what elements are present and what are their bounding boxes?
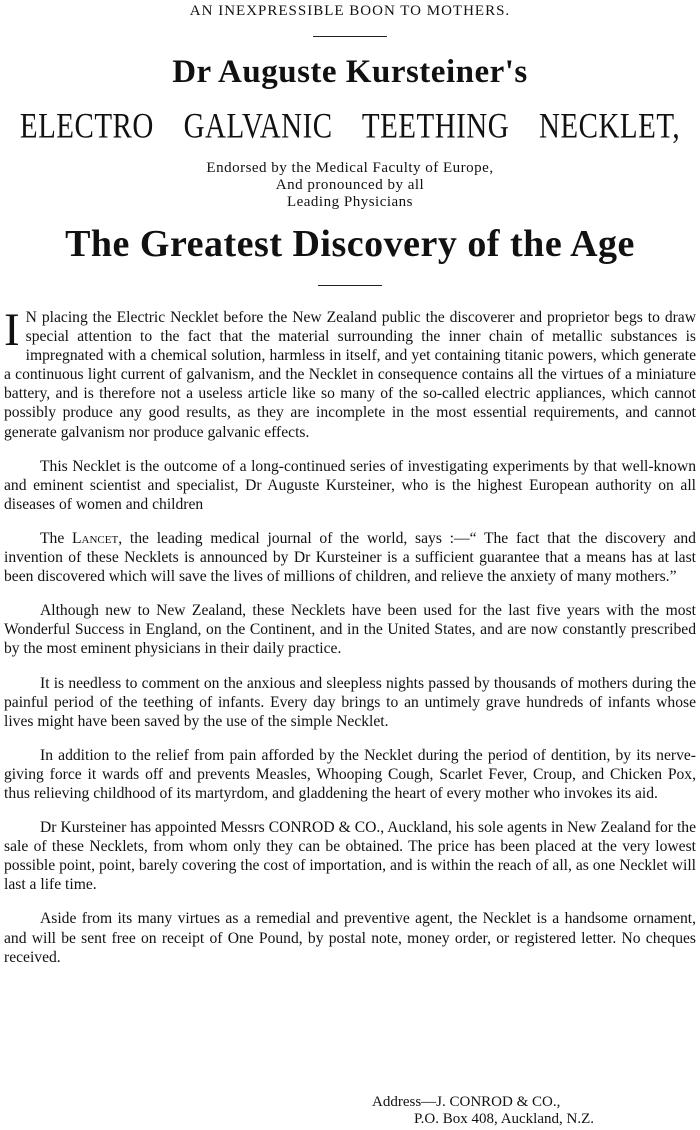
paragraph-outcome: This Necklet is the outcome of a long-continued series of investigating experiments by that well-known and eminent scientist and specialist, Dr Auguste Kursteiner, who is the highest European authority on all diseases of women and children xyxy=(4,457,696,513)
paragraph-relief: In addition to the relief from pain afforded by the Necklet during the period of dentition, by its nerve-giving force it wards off and prevents Measles, Whooping Cough, Scarlet Fever, Croup, and Chicken Pox, thus relieving childhood of its martyrdom, and gladdening the heart of every mother who invokes its aid. xyxy=(4,746,696,802)
lancet-quote: , the leading medical journal of the world, says :—“ The fact that the discovery and invention of these Necklets is announced by Dr Kursteiner is a sufficient guarantee that a means has at last been discovered which will save the lives of millions of children, and relieve the anxiety of many mothers.” xyxy=(4,529,696,586)
address-block xyxy=(372,1094,594,1128)
divider-top xyxy=(313,36,387,37)
product-title: ELECTRO GALVANIC TEETHING NECKLET, xyxy=(19,106,681,146)
address-line-1: Address—J. CONROD & CO., xyxy=(372,1094,561,1110)
lancet-lead: The xyxy=(40,529,73,547)
paragraph-lancet xyxy=(4,529,696,586)
address-line-2: P.O. Box 408, Auckland, N.Z. xyxy=(414,1111,594,1127)
article-body xyxy=(4,304,696,982)
endorsement-line-3: Leading Physicians xyxy=(286,194,414,210)
paragraph-intro-text: N placing the Electric Necklet before the New Zealand public the discoverer and proprietor begs to draw special attention to the fact that the material surrounding the inner chain of metallic substances is impregnated with a chemical solution, harmless in itself, and yet containing titanic powers, which generate a continuous light current of galvanism, and the Necklet in consequence contains all the virtues of a miniature battery, and is therefore not a useless article like so many of the so-called electric appliances, which cannot possibly produce any good results, as they are incomplete in the most essential requirements, and cannot generate galvanism nor produce galvanic effects. xyxy=(4,309,696,441)
endorsement-line-2: And pronounced by all xyxy=(275,177,425,193)
drop-cap: I xyxy=(4,304,20,356)
paragraph-intro xyxy=(4,304,696,442)
endorsement-line-1: Endorsed by the Medical Faculty of Europe, xyxy=(206,160,494,176)
headline: The Greatest Discovery of the Age xyxy=(65,223,635,265)
paragraph-nights: It is needless to comment on the anxious and sleepless nights passed by thousands of mothers during the painful period of the teething of infants. Every day brings to an untimely grave hundreds of infants whose lives might have been saved by the use of the simple Necklet. xyxy=(4,674,696,730)
paragraph-ornament: Aside from its many virtues as a remedial and preventive agent, the Necklet is a handsome ornament, and will be sent free on receipt of One Pound, by postal note, money order, or registered letter. No cheques received. xyxy=(4,910,696,966)
tagline: AN INEXPRESSIBLE BOON TO MOTHERS. xyxy=(189,3,511,19)
divider-headline xyxy=(318,285,382,286)
paragraph-agents: Dr Kursteiner has appointed Messrs CONROD & CO., Auckland, his sole agents in New Zealand for the sale of these Necklets, from whom only they can be obtained. The price has been placed at the very lowest possible point, point, barely covering the cost of importation, and is within the reach of all, as one Necklet will last a life time. xyxy=(4,819,696,894)
doctor-name: Dr Auguste Kursteiner's xyxy=(172,54,528,90)
paragraph-success: Although new to New Zealand, these Necklets have been used for the last five years with the most Wonderful Success in England, on the Continent, and in the United States, and are now constantly prescribed by the most eminent physicians in their daily practice. xyxy=(4,602,696,658)
journal-name: Lancet xyxy=(72,529,119,547)
